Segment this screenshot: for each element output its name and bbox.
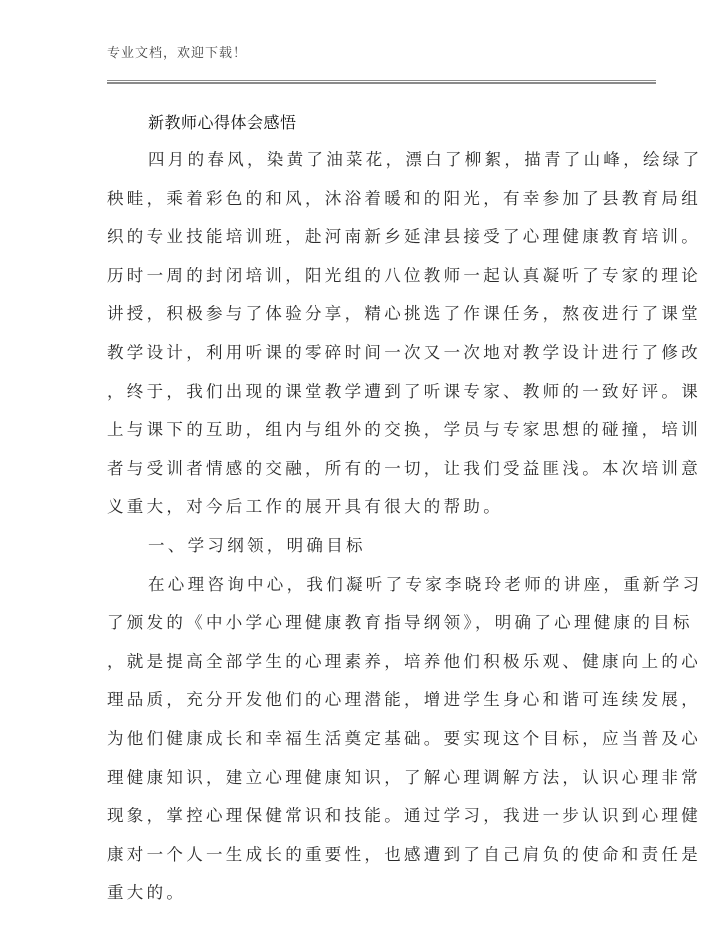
text-line: 理健康知识，建立心理健康知识，了解心理调解方法，认识心理非常 [107,767,701,787]
text-line: 教学设计，利用听课的零碎时间一次又一次地对教学设计进行了修改 [107,342,701,362]
section-heading-text: 一、学习纲领，明确目标 [148,535,366,555]
text-line: 秧畦，乘着彩色的和风，沐浴着暖和的阳光，有幸参加了县教育局组 [107,188,701,208]
text-line: 现象，掌控心理保健常识和技能。通过学习，我进一步认识到心理健 [107,806,701,826]
text-line: 为他们健康成长和幸福生活奠定基础。要实现这个目标，应当普及心 [107,728,701,748]
text-line: 在心理咨询中心，我们凝听了专家李晓玲老师的讲座，重新学习 [148,574,703,594]
document-title: 新教师心得体会感悟 [148,113,297,132]
text-line: 讲授，积极参与了体验分享，精心挑选了作课任务，熬夜进行了课堂 [107,304,701,324]
page-header-text: 专业文档，欢迎下载！ [107,46,248,61]
section-heading [107,527,667,566]
text-line: 康对一个人一生成长的重要性，也感遭到了自己肩负的使命和责任是 [107,844,701,864]
text-line: ，就是提高全部学生的心理素养，培养他们积极乐观、健康向上的心 [107,651,701,671]
paragraph-intro [107,141,703,527]
header-divider [107,80,656,84]
text-line: 历时一周的封闭培训，阳光组的八位教师一起认真凝听了专家的理论 [107,265,701,285]
text-line: 四月的春风，染黄了油菜花，漂白了柳絮，描青了山峰，绘绿了 [148,150,703,169]
text-line: 了颁发的《中小学心理健康教育指导纲领》，明确了心理健康的目标 [107,613,693,633]
text-line: 上与课下的互助，组内与组外的交换，学员与专家思想的碰撞，培训 [107,420,701,440]
text-line: 织的专业技能培训班，赴河南新乡延津县接受了心理健康教育培训。 [107,227,701,247]
document-body [107,141,703,913]
text-line: 重大的。 [107,883,187,903]
text-line: ，终于，我们出现的课堂教学遭到了听课专家、教师的一致好评。课 [107,381,701,401]
paragraph-section-one [107,566,703,913]
text-line: 理品质，充分开发他们的心理潜能，增进学生身心和谐可连续发展， [107,690,701,710]
text-line: 义重大，对今后工作的展开具有很大的帮助。 [107,497,503,517]
text-line: 者与受训者情感的交融，所有的一切，让我们受益匪浅。本次培训意 [107,458,701,478]
